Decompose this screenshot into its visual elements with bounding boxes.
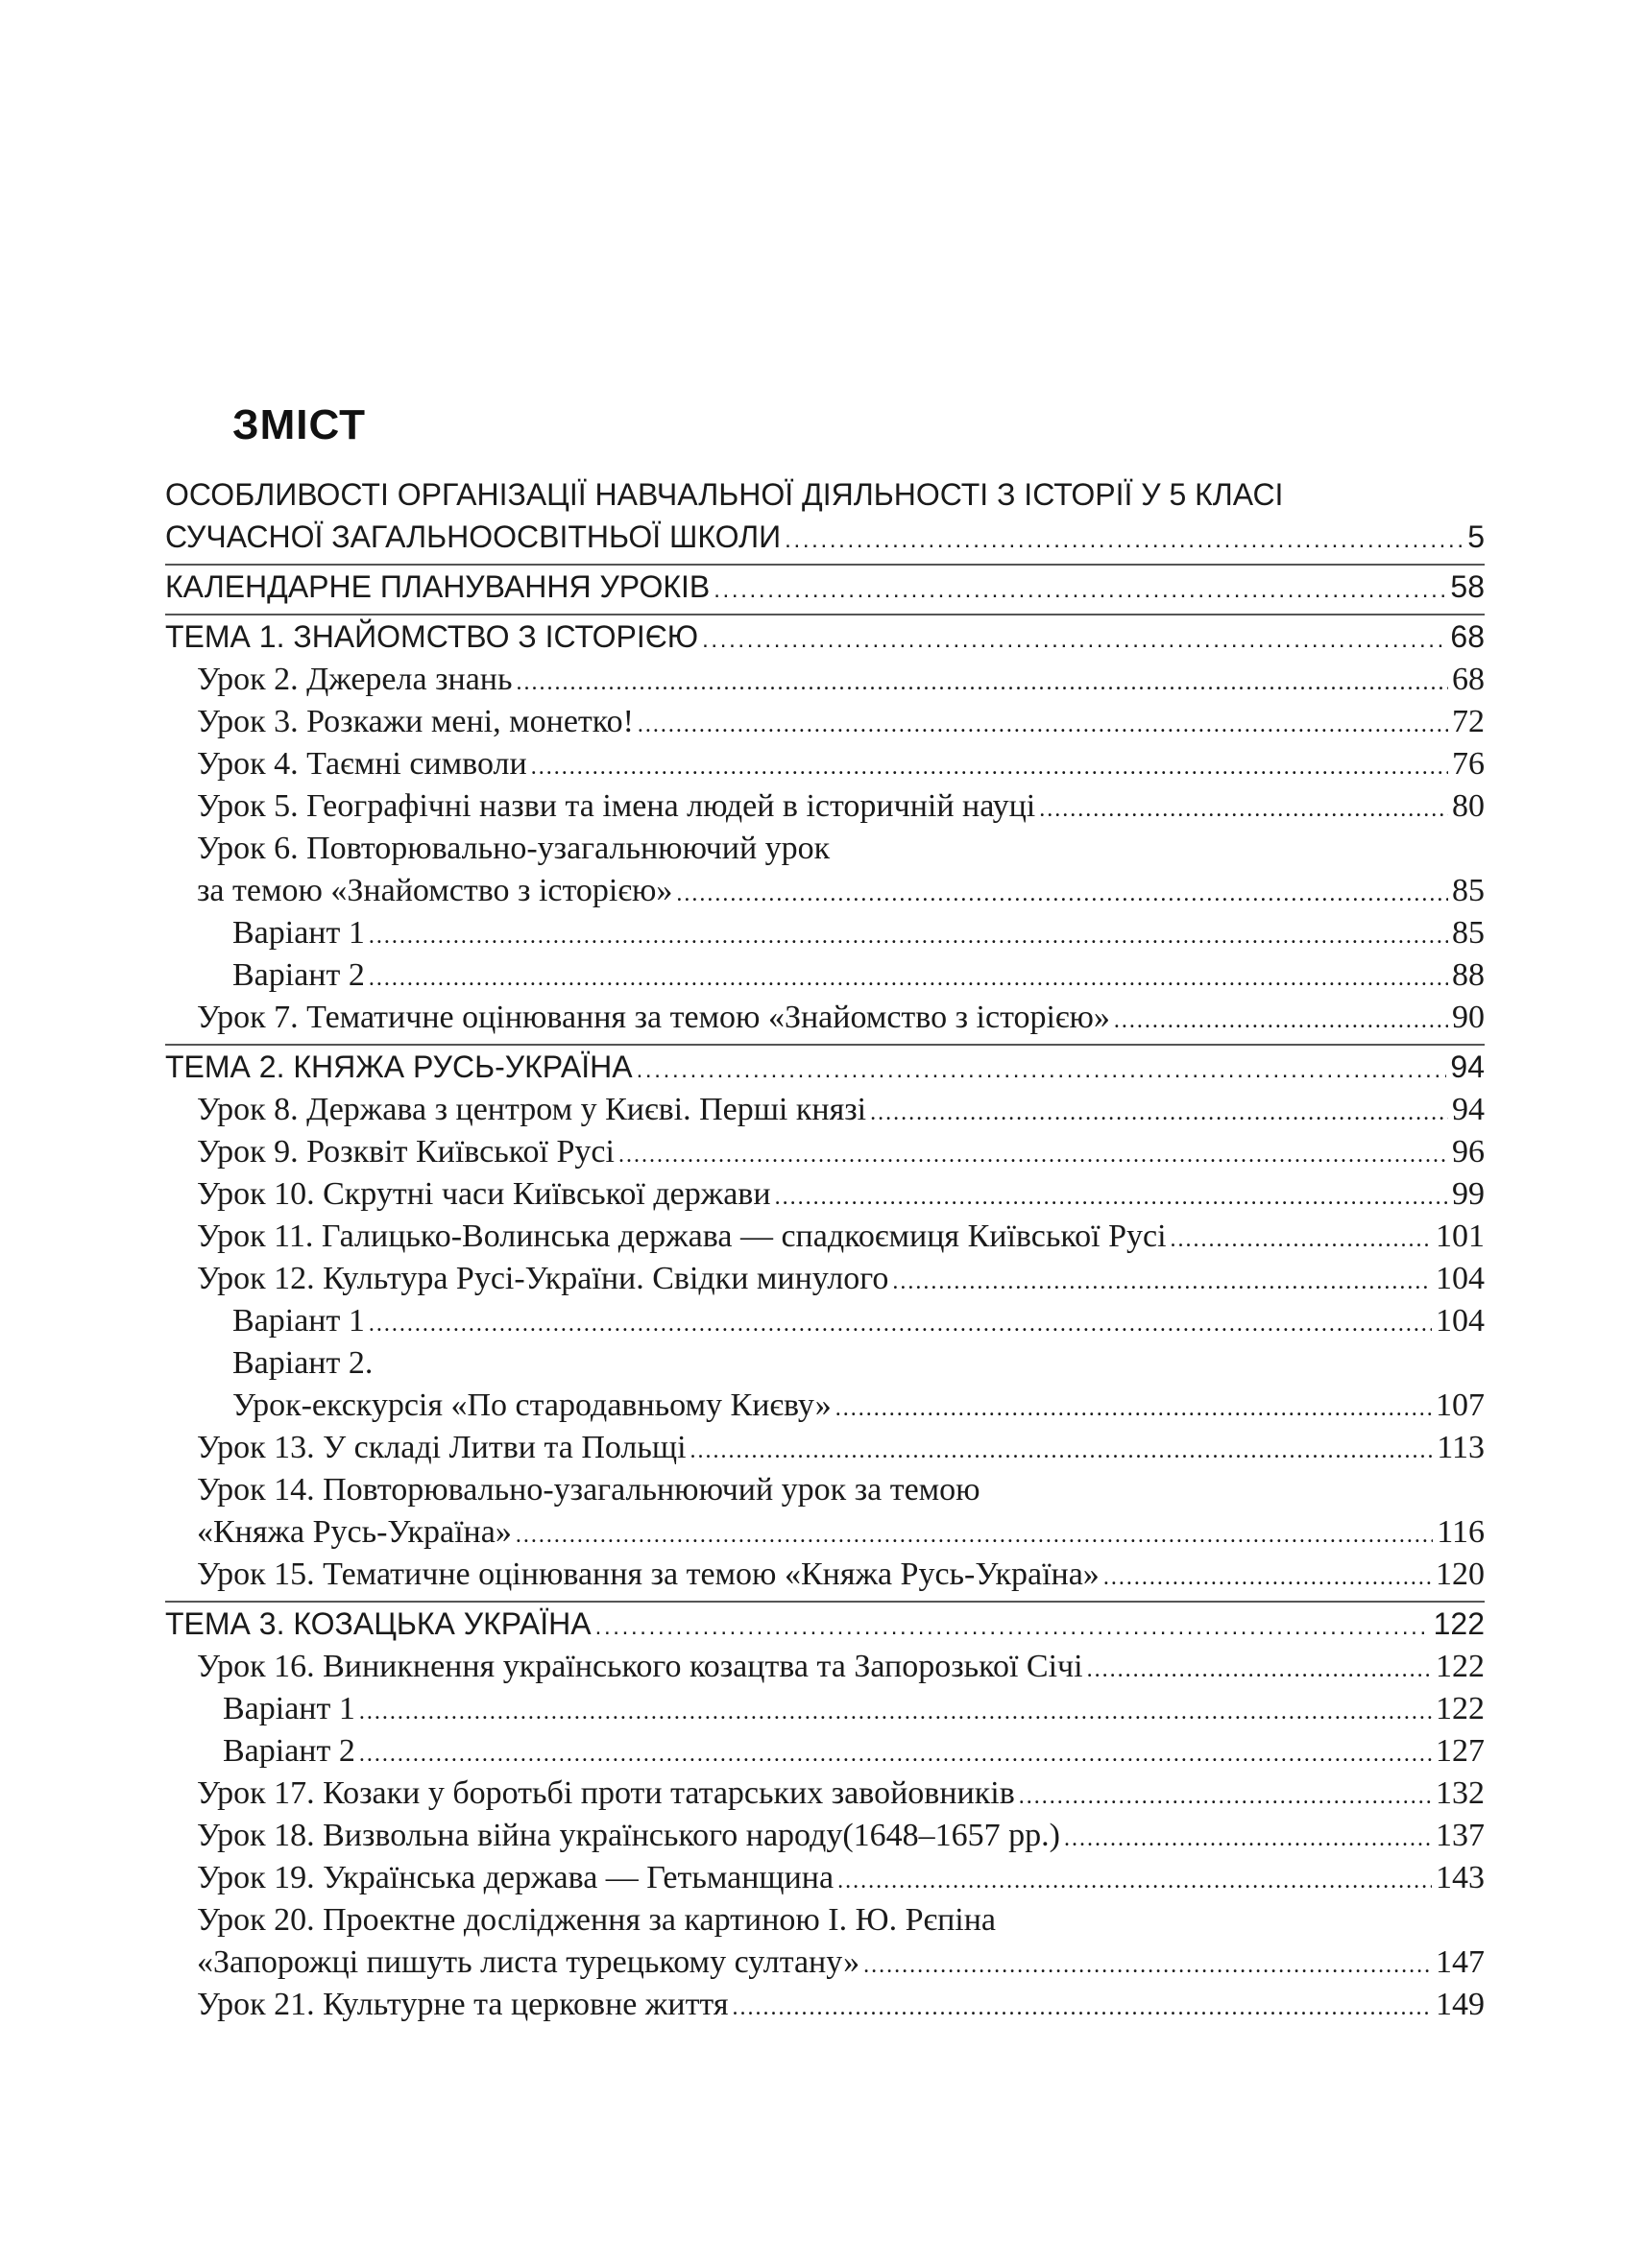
table-of-contents [165, 477, 1485, 2029]
toc-entry[interactable] [165, 1649, 1485, 1691]
toc-entry-title: Урок 7. Тематичне оцінювання за темою «Знайомство з історією» [197, 1000, 1110, 1035]
toc-page-number: 101 [1436, 1218, 1485, 1254]
toc-page-number: 5 [1467, 519, 1485, 554]
toc-entry-title: Урок 19. Українська держава — Гетьманщина [197, 1860, 835, 1895]
toc-page-number: 68 [1450, 619, 1485, 654]
toc-page-number: 104 [1436, 1303, 1485, 1339]
toc-page-number: 132 [1436, 1775, 1485, 1811]
toc-entry[interactable] [165, 1514, 1485, 1556]
dot-leader [1087, 1649, 1432, 1685]
dot-leader [892, 1261, 1432, 1297]
dot-leader [785, 519, 1464, 555]
toc-entry-title: Урок 21. Культурне та церковне життя [197, 1987, 729, 2022]
toc-page-number: 149 [1436, 1987, 1485, 2022]
toc-entry-title: за темою «Знайомство з історією» [197, 873, 673, 908]
toc-page-number: 137 [1436, 1818, 1485, 1853]
toc-page-number: 122 [1436, 1691, 1485, 1726]
dot-leader [595, 1606, 1430, 1642]
toc-section-heading[interactable] [165, 477, 1485, 519]
toc-entry-title: Варіант 2 [232, 957, 365, 993]
toc-entry[interactable] [165, 1092, 1485, 1134]
dot-leader [1064, 1818, 1432, 1854]
dot-leader [690, 1430, 1434, 1466]
toc-entry[interactable] [165, 662, 1485, 704]
toc-entry[interactable] [165, 1134, 1485, 1176]
toc-entry-title: Урок-екскурсія «По стародавньому Києву» [232, 1387, 832, 1423]
dot-leader [637, 1050, 1447, 1085]
toc-entry-title: ТЕМА 2. КНЯЖА РУСЬ-УКРАЇНА [165, 1050, 633, 1084]
toc-page-number: 94 [1452, 1092, 1485, 1127]
divider-line [165, 1601, 1485, 1603]
dot-leader [775, 1176, 1448, 1213]
toc-entry-title: Варіант 2. [232, 1345, 374, 1381]
dot-leader [618, 1134, 1448, 1170]
toc-page-number: 85 [1452, 915, 1485, 951]
toc-entry[interactable] [165, 915, 1485, 957]
divider-line [165, 1044, 1485, 1046]
dot-leader [638, 704, 1448, 740]
dot-leader [359, 1733, 1432, 1770]
toc-page-number: 122 [1433, 1606, 1485, 1641]
dot-leader [870, 1092, 1448, 1128]
toc-entry-title: КАЛЕНДАРНЕ ПЛАНУВАННЯ УРОКІВ [165, 569, 711, 604]
toc-entry[interactable] [165, 957, 1485, 1000]
toc-entry-title: Урок 11. Галицько-Волинська держава — спадкоємиця Київської Русі [197, 1218, 1167, 1254]
toc-entry-title: ТЕМА 3. КОЗАЦЬКА УКРАЇНА [165, 1606, 592, 1641]
toc-page-number: 68 [1452, 662, 1485, 697]
toc-entry[interactable] [165, 746, 1485, 788]
toc-page-number: 80 [1452, 788, 1485, 824]
toc-page-number: 116 [1437, 1514, 1485, 1550]
toc-page-number: 120 [1436, 1556, 1485, 1592]
toc-entry[interactable] [165, 1000, 1485, 1042]
dot-leader [1039, 788, 1448, 825]
dot-leader [1019, 1775, 1432, 1812]
dot-leader [702, 619, 1446, 655]
toc-section-heading[interactable] [165, 619, 1485, 662]
page-title: ЗМІСТ [232, 401, 366, 448]
toc-entry-title: «Княжа Русь-Україна» [197, 1514, 512, 1550]
toc-entry-title: Варіант 1 [223, 1691, 355, 1726]
toc-entry[interactable] [165, 1430, 1485, 1472]
toc-page-number: 104 [1436, 1261, 1485, 1296]
toc-entry-title: «Запорожці пишуть листа турецькому султану» [197, 1944, 860, 1980]
toc-entry-title: Урок 4. Таємні символи [197, 746, 527, 782]
dot-leader [863, 1944, 1432, 1981]
toc-section-heading[interactable] [165, 1050, 1485, 1092]
toc-entry-title: Урок 17. Козаки у боротьбі проти татарських завойовників [197, 1775, 1015, 1811]
toc-entry-title: Урок 13. У складі Литви та Польщі [197, 1430, 687, 1465]
toc-entry-title: Урок 8. Держава з центром у Києві. Перші князі [197, 1092, 867, 1127]
toc-page-number: 96 [1452, 1134, 1485, 1170]
toc-entry[interactable] [165, 1733, 1485, 1775]
toc-entry[interactable] [165, 1176, 1485, 1218]
toc-entry[interactable] [165, 1218, 1485, 1261]
toc-entry[interactable] [165, 1860, 1485, 1902]
dot-leader [359, 1691, 1432, 1727]
toc-entry-title: ТЕМА 1. ЗНАЙОМСТВО З ІСТОРІЄЮ [165, 619, 699, 654]
dot-leader [1114, 1000, 1448, 1036]
toc-page-number: 94 [1450, 1050, 1485, 1084]
toc-entry-title: Варіант 1 [232, 1303, 365, 1339]
toc-section-heading[interactable] [165, 519, 1485, 562]
toc-entry-title: Урок 18. Визвольна війна українського народу(1648–1657 рр.) [197, 1818, 1061, 1853]
toc-section-heading[interactable] [165, 1606, 1485, 1649]
toc-entry[interactable] [165, 1902, 1485, 1944]
toc-entry[interactable] [165, 1303, 1485, 1345]
toc-entry[interactable] [165, 788, 1485, 831]
toc-page-number: 72 [1452, 704, 1485, 739]
toc-entry-title: ОСОБЛИВОСТІ ОРГАНІЗАЦІЇ НАВЧАЛЬНОЇ ДІЯЛЬНОСТІ З ІСТОРІЇ У 5 КЛАСІ [165, 477, 1284, 512]
toc-entry-title: Урок 10. Скрутні часи Київської держави [197, 1176, 771, 1212]
toc-entry[interactable] [165, 704, 1485, 746]
toc-entry[interactable] [165, 1987, 1485, 2029]
toc-entry[interactable] [165, 1691, 1485, 1733]
toc-entry[interactable] [165, 1345, 1485, 1387]
dot-leader [516, 1514, 1433, 1551]
toc-page-number: 122 [1436, 1649, 1485, 1684]
toc-entry[interactable] [165, 1261, 1485, 1303]
toc-entry-title: Урок 6. Повторювально-узагальнюючий урок [197, 831, 831, 866]
toc-page-number: 113 [1437, 1430, 1485, 1465]
toc-entry[interactable] [165, 1818, 1485, 1860]
toc-entry[interactable] [165, 1556, 1485, 1599]
toc-page-number: 99 [1452, 1176, 1485, 1212]
toc-page-number: 58 [1450, 569, 1485, 604]
toc-entry-title: Варіант 2 [223, 1733, 355, 1769]
toc-entry-title: Варіант 1 [232, 915, 365, 951]
toc-page-number: 76 [1452, 746, 1485, 782]
dot-leader [1103, 1556, 1432, 1593]
dot-leader [517, 662, 1449, 698]
toc-entry-title: Урок 2. Джерела знань [197, 662, 513, 697]
toc-page-number: 88 [1452, 957, 1485, 993]
divider-line [165, 564, 1485, 566]
toc-page-number: 143 [1436, 1860, 1485, 1895]
dot-leader [837, 1860, 1432, 1896]
toc-entry[interactable] [165, 1472, 1485, 1514]
dot-leader [531, 746, 1448, 783]
toc-page-number: 127 [1436, 1733, 1485, 1769]
toc-page-number: 107 [1436, 1387, 1485, 1423]
dot-leader [732, 1987, 1432, 2023]
dot-leader [369, 1303, 1432, 1339]
toc-entry-title: Урок 14. Повторювально-узагальнюючий урок за темою [197, 1472, 980, 1508]
toc-page-number: 85 [1452, 873, 1485, 908]
toc-entry-title: Урок 16. Виникнення українського козацтва та Запорозької Січі [197, 1649, 1083, 1684]
toc-entry-title: СУЧАСНОЇ ЗАГАЛЬНООСВІТНЬОЇ ШКОЛИ [165, 519, 782, 554]
toc-entry[interactable] [165, 1775, 1485, 1818]
toc-section-heading[interactable] [165, 569, 1485, 612]
dot-leader [676, 873, 1448, 909]
dot-leader [1171, 1218, 1432, 1255]
toc-page-number: 90 [1452, 1000, 1485, 1035]
toc-entry-title: Урок 15. Тематичне оцінювання за темою «Княжа Русь-Україна» [197, 1556, 1100, 1592]
toc-entry-title: Урок 12. Культура Русі-України. Свідки минулого [197, 1261, 889, 1296]
dot-leader [369, 915, 1448, 952]
toc-entry[interactable] [165, 831, 1485, 873]
toc-entry-title: Урок 5. Географічні назви та імена людей в історичній науці [197, 788, 1036, 824]
toc-entry[interactable] [165, 873, 1485, 915]
toc-entry[interactable] [165, 1387, 1485, 1430]
toc-entry-title: Урок 9. Розквіт Київської Русі [197, 1134, 615, 1170]
divider-line [165, 614, 1485, 615]
dot-leader [714, 569, 1446, 605]
dot-leader [369, 957, 1448, 994]
toc-page-number: 147 [1436, 1944, 1485, 1980]
dot-leader [835, 1387, 1432, 1424]
toc-entry-title: Урок 20. Проектне дослідження за картиною І. Ю. Рєпіна [197, 1902, 997, 1938]
toc-entry-title: Урок 3. Розкажи мені, монетко! [197, 704, 634, 739]
toc-entry[interactable] [165, 1944, 1485, 1987]
